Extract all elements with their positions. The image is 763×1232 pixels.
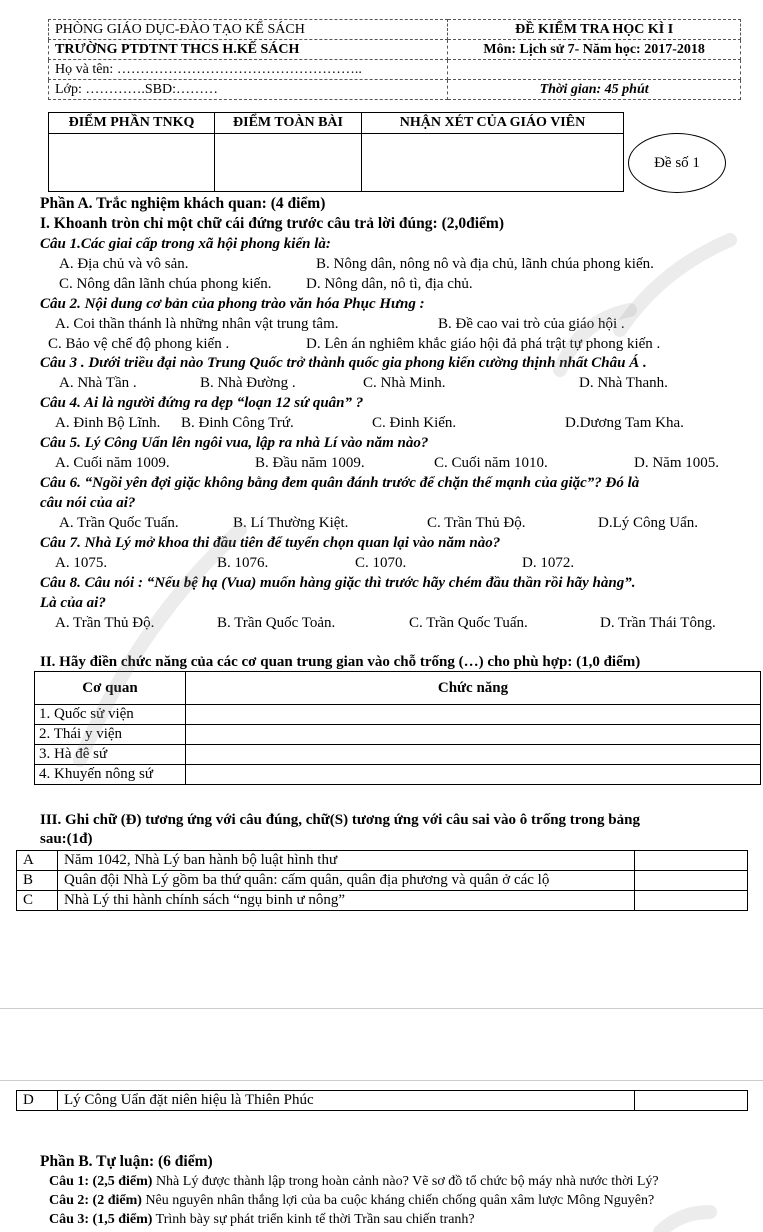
q6-option-a[interactable]: A. Trần Quốc Tuấn.	[59, 515, 179, 531]
q3-option-a[interactable]: A. Nhà Tần .	[59, 375, 137, 391]
tf-key: B	[17, 871, 58, 891]
fn-header-function: Chức năng	[186, 672, 761, 705]
score-col-total: ĐIỂM TOÀN BÀI	[215, 113, 362, 134]
part-a-title: Phần A. Trắc nghiệm khách quan: (4 điểm)	[40, 195, 326, 212]
q2-option-a[interactable]: A. Coi thần thánh là những nhân vật trung tâm.	[55, 316, 339, 332]
q4-option-a[interactable]: A. Đinh Bộ Lĩnh.	[55, 415, 161, 431]
question-5: Câu 5. Lý Công Uẩn lên ngôi vua, lập ra nhà Lí vào năm nào?	[40, 435, 429, 451]
fn-row-agency: 1. Quốc sử viện	[35, 705, 186, 725]
q2-option-b[interactable]: B. Đề cao vai trò của giáo hội .	[438, 316, 625, 332]
q8-option-a[interactable]: A. Trần Thủ Độ.	[55, 615, 155, 631]
q6-option-c[interactable]: C. Trần Thủ Độ.	[427, 515, 526, 531]
q4-option-b[interactable]: B. Đinh Công Trứ.	[181, 415, 294, 431]
class-sbd-label: Lớp: ………….SBD:………	[49, 80, 448, 100]
q8-option-b[interactable]: B. Trần Quốc Toản.	[217, 615, 336, 631]
q2-option-c[interactable]: C. Bảo vệ chế độ phong kiến .	[48, 336, 230, 352]
q7-option-b[interactable]: B. 1076.	[217, 555, 269, 571]
q3-option-d[interactable]: D. Nhà Thanh.	[579, 375, 668, 391]
essay-q2-label: Câu 2: (2 điểm)	[49, 1193, 142, 1208]
q8-option-d[interactable]: D. Trần Thái Tông.	[600, 615, 716, 631]
q7-option-d[interactable]: D. 1072.	[522, 555, 575, 571]
score-col-comment: NHẬN XÉT CỦA GIÁO VIÊN	[362, 113, 624, 134]
fn-row-agency: 2. Thái y viện	[35, 725, 186, 745]
q3-option-b[interactable]: B. Nhà Đường .	[200, 375, 296, 391]
fn-header-agency: Cơ quan	[35, 672, 186, 705]
q4-option-c[interactable]: C. Đinh Kiến.	[372, 415, 457, 431]
dept-name: PHÒNG GIÁO DỤC-ĐÀO TẠO KẾ SÁCH	[49, 20, 448, 40]
q1-option-c[interactable]: C. Nông dân lãnh chúa phong kiến.	[59, 276, 272, 292]
question-1: Câu 1.Các giai cấp trong xã hội phong kiến là:	[40, 236, 331, 252]
essay-q2-text: Nêu nguyên nhân thắng lợi của ba cuộc kháng chiến chống quân xâm lược Mông Nguyên?	[141, 1193, 655, 1208]
tf-key: A	[17, 851, 58, 871]
section-1-title: I. Khoanh tròn chỉ một chữ cái đứng trước câu trả lời đúng: (2,0điểm)	[40, 215, 505, 232]
part-b-title: Phần B. Tự luận: (6 điểm)	[40, 1153, 213, 1170]
q7-option-c[interactable]: C. 1070.	[355, 555, 407, 571]
tf-key: D	[17, 1091, 58, 1111]
question-8-line-1: Câu 8. Câu nói : “Nếu bệ hạ (Vua) muốn hàng giặc thì trước hãy chém đầu thần rồi hãy hàng”.	[40, 575, 636, 591]
essay-q3-label: Câu 3: (1,5 điểm)	[49, 1212, 153, 1227]
school-name: TRƯỜNG PTDTNT THCS H.KẾ SÁCH	[49, 40, 448, 60]
score-col-tnkq: ĐIỂM PHẦN TNKQ	[49, 113, 215, 134]
q5-option-a[interactable]: A. Cuối năm 1009.	[55, 455, 170, 471]
tf-statement: Năm 1042, Nhà Lý ban hành bộ luật hình thư	[58, 851, 635, 871]
q5-option-b[interactable]: B. Đầu năm 1009.	[255, 455, 365, 471]
q6-option-d[interactable]: D.Lý Công Uẩn.	[598, 515, 698, 531]
essay-q3-text: Trình bày sự phát triển kinh tế thời Trần sau chiến tranh?	[152, 1212, 475, 1227]
question-2: Câu 2. Nội dung cơ bản của phong trào văn hóa Phục Hưng :	[40, 296, 425, 312]
q1-option-d[interactable]: D. Nông dân, nô tì, địa chủ.	[306, 276, 473, 292]
q7-option-a[interactable]: A. 1075.	[55, 555, 108, 571]
question-3: Câu 3 . Dưới triều đại nào Trung Quốc trở thành quốc gia phong kiến cường thịnh nhất Châu Á .	[40, 355, 647, 371]
q3-option-c[interactable]: C. Nhà Minh.	[363, 375, 446, 391]
fn-row-agency: 3. Hà đê sứ	[35, 745, 186, 765]
question-6-line-2: câu nói của ai?	[40, 495, 136, 511]
fn-row-agency: 4. Khuyến nông sứ	[35, 765, 186, 785]
q5-option-d[interactable]: D. Năm 1005.	[634, 455, 719, 471]
section-3-title-line-1: III. Ghi chữ (Đ) tương ứng với câu đúng, chữ(S) tương ứng với câu sai vào ô trống trong bảng	[40, 812, 640, 828]
name-field-label: Họ và tên: ……………………………………………..	[49, 60, 448, 80]
q5-option-c[interactable]: C. Cuối năm 1010.	[434, 455, 548, 471]
tf-statement: Nhà Lý thi hành chính sách “ngụ binh ư nông”	[58, 891, 635, 911]
section-2-title: II. Hãy điền chức năng của các cơ quan trung gian vào chỗ trống (…) cho phù hợp: (1,0 điểm)	[40, 654, 641, 670]
section-3-title-line-2: sau:(1đ)	[40, 831, 93, 847]
question-7: Câu 7. Nhà Lý mở khoa thi đầu tiên để tuyển chọn quan lại vào năm nào?	[40, 535, 501, 551]
essay-q1-label: Câu 1: (2,5 điểm)	[49, 1174, 153, 1189]
q8-option-c[interactable]: C. Trần Quốc Tuấn.	[409, 615, 528, 631]
subject-line: Môn: Lịch sử 7- Năm học: 2017-2018	[448, 40, 741, 60]
question-8-line-2: Là của ai?	[40, 595, 106, 611]
tf-key: C	[17, 891, 58, 911]
q6-option-b[interactable]: B. Lí Thường Kiệt.	[233, 515, 349, 531]
q1-option-b[interactable]: B. Nông dân, nông nô và địa chủ, lãnh chúa phong kiến.	[316, 256, 654, 272]
question-4: Câu 4. Ai là người đứng ra dẹp “loạn 12 sứ quân” ?	[40, 395, 364, 411]
tf-statement: Lý Công Uẩn đặt niên hiệu là Thiên Phúc	[58, 1091, 635, 1111]
exam-code-oval: Đề số 1	[628, 133, 726, 193]
q4-option-d[interactable]: D.Dương Tam Kha.	[565, 415, 684, 431]
exam-title: ĐỀ KIỂM TRA HỌC KÌ I	[448, 20, 741, 40]
essay-q1-text: Nhà Lý được thành lập trong hoàn cảnh nào? Vẽ sơ đồ tổ chức bộ máy nhà nước thời Lý?	[152, 1174, 659, 1189]
q2-option-d[interactable]: D. Lên án nghiêm khắc giáo hội đả phá trật tự phong kiến .	[306, 336, 661, 352]
tf-statement: Quân đội Nhà Lý gồm ba thứ quân: cấm quân, quân địa phương và quân ở các lộ	[58, 871, 635, 891]
question-6-line-1: Câu 6. “Ngồi yên đợi giặc không bằng đem quân đánh trước để chặn thế mạnh của giặc”? Đó là	[40, 475, 640, 491]
q1-option-a[interactable]: A. Địa chủ và vô sản.	[59, 256, 189, 272]
exam-time: Thời gian: 45 phút	[448, 80, 741, 100]
